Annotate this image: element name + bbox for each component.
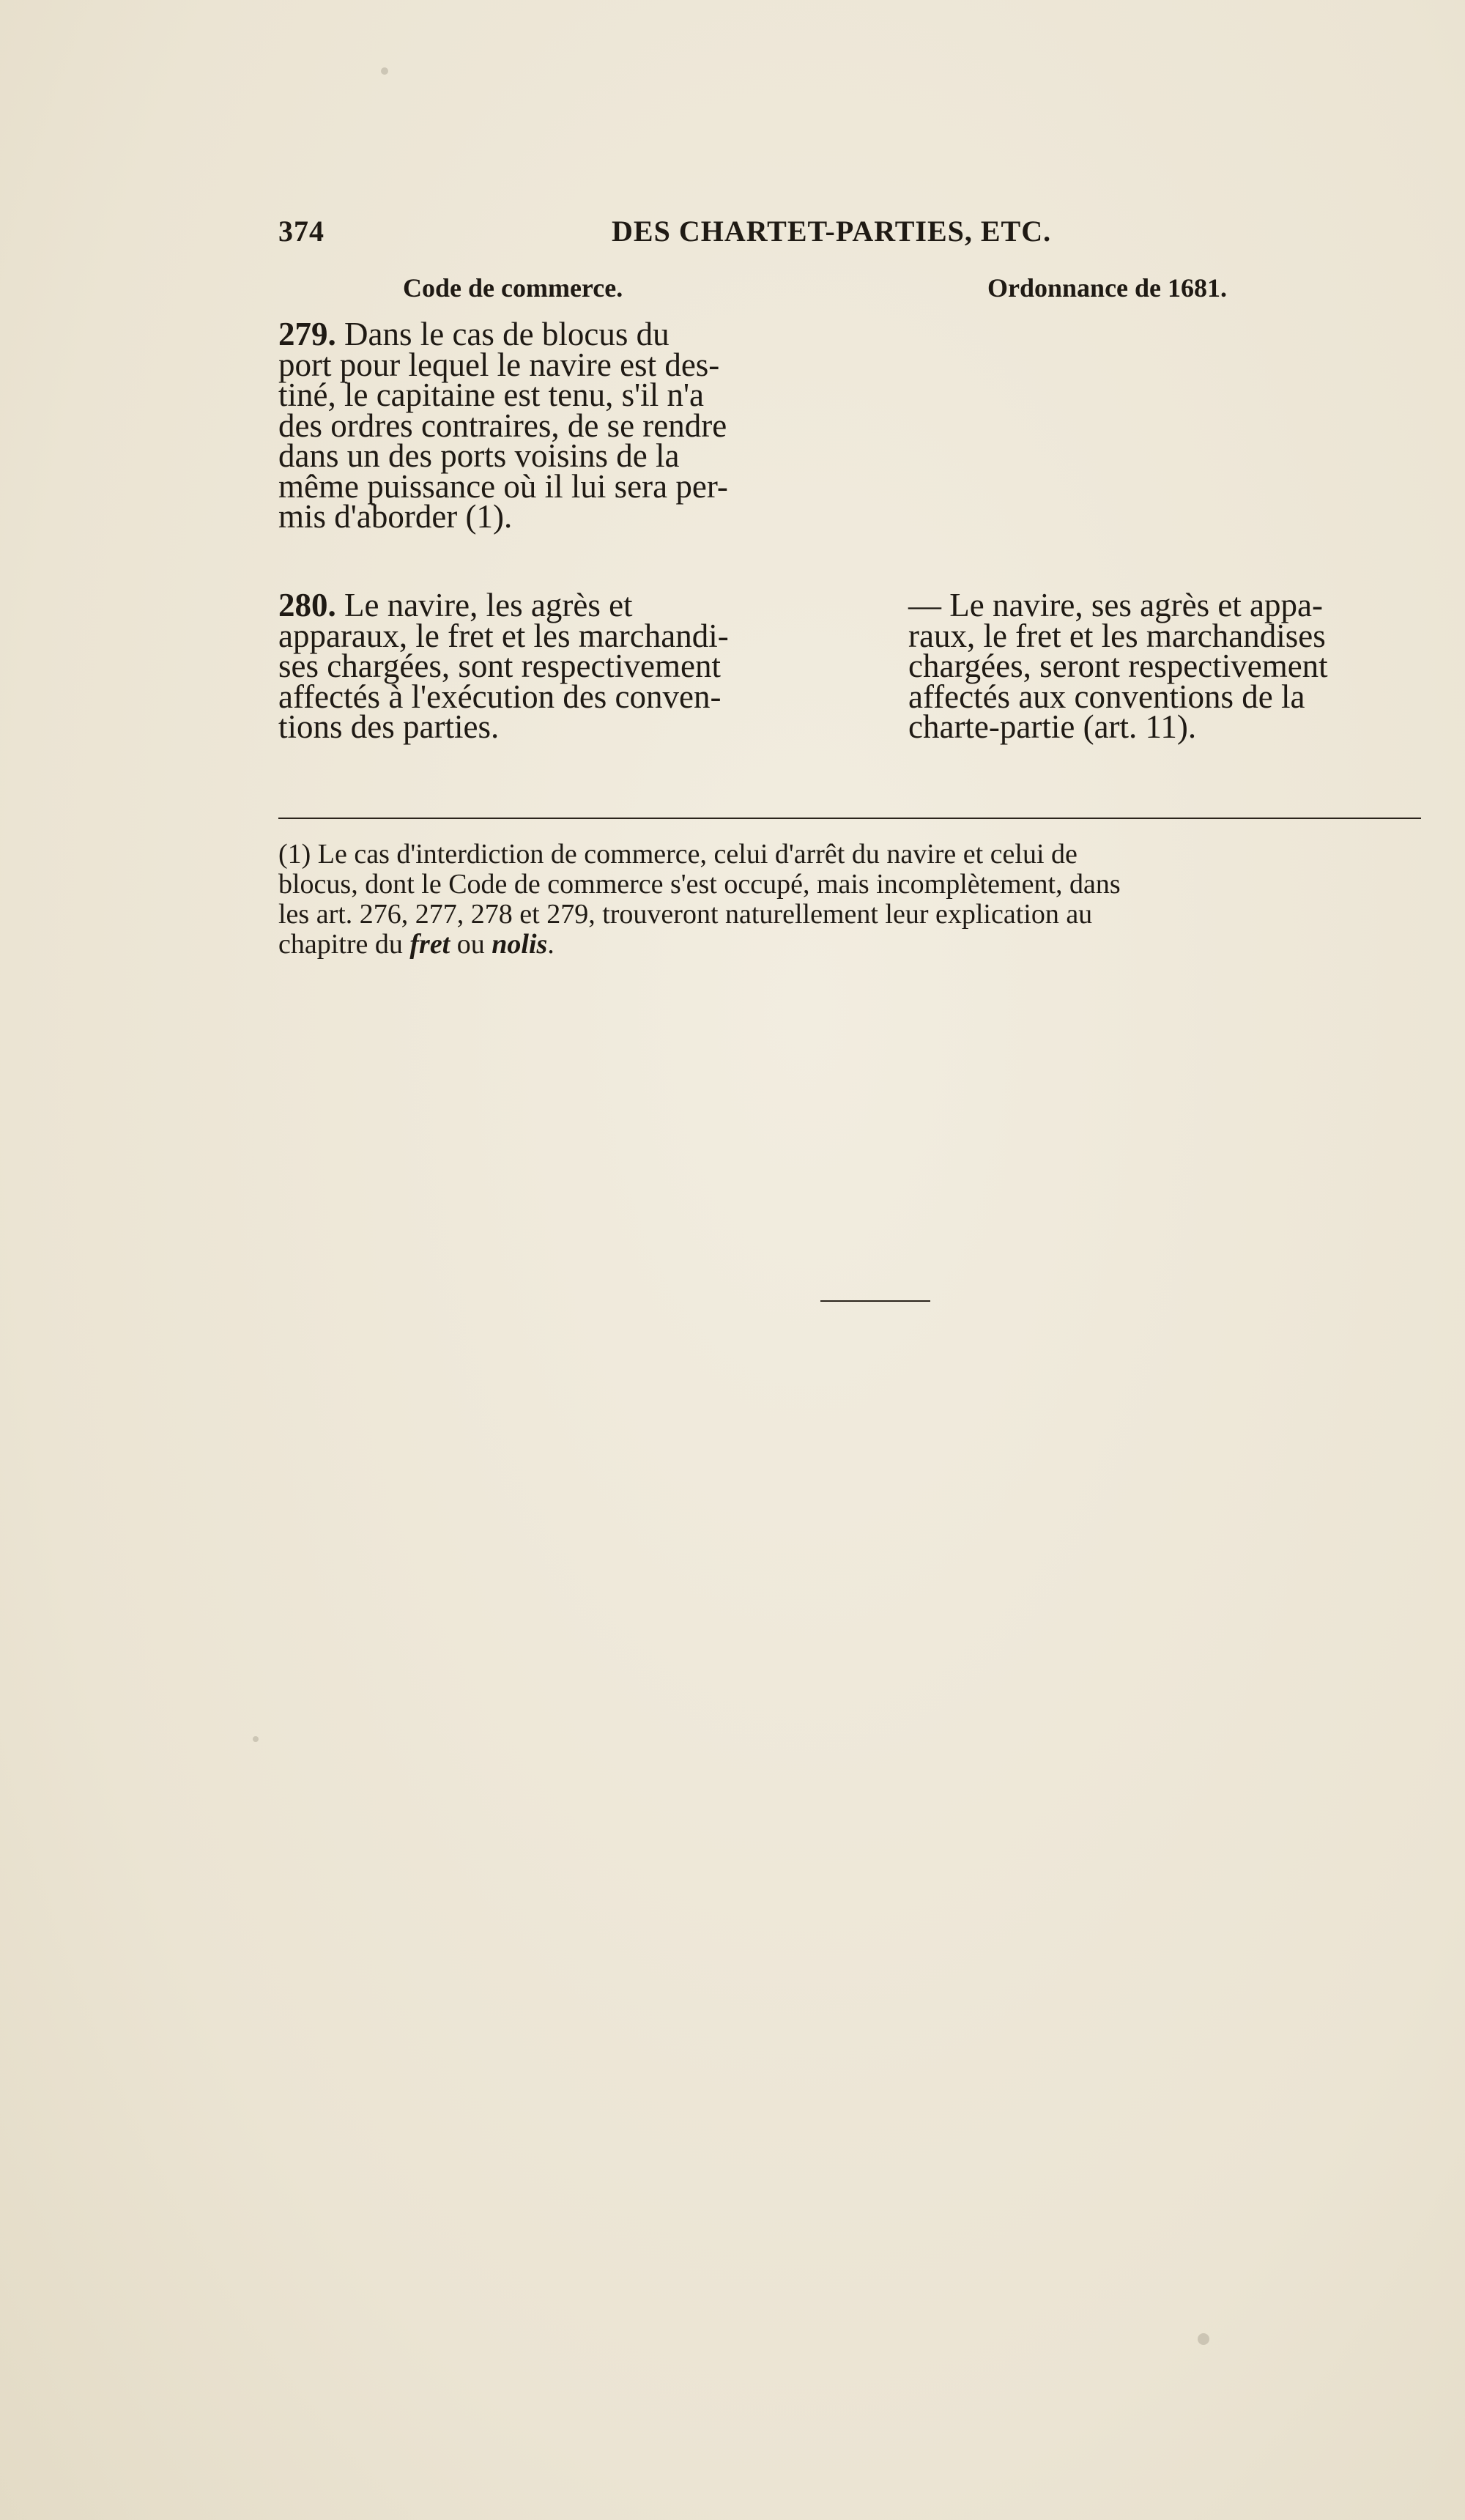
article-279 bbox=[278, 316, 842, 535]
right-column-heading: Ordonnance de 1681. bbox=[987, 273, 1228, 303]
end-rule bbox=[820, 1300, 930, 1302]
paper-speck bbox=[1198, 2333, 1209, 2345]
article-number: 280. bbox=[278, 587, 336, 623]
footnote-term-nolis: nolis bbox=[492, 929, 548, 960]
paper-speck bbox=[381, 67, 388, 75]
article-280 bbox=[278, 587, 842, 745]
article-text: Le navire, les agrès et apparaux, le fret et les marchandi- ses chargées, sont respectivement affectés à l'exécution des conven- tions des parties. bbox=[278, 587, 729, 745]
ordonnance-article-text: — Le navire, ses agrès et appa- raux, le fret et les marchandises chargées, seront respectivement affectés aux conventions de la charte-partie (art. 11). bbox=[908, 587, 1328, 745]
page-number: 374 bbox=[278, 215, 324, 248]
paper-speck bbox=[253, 1736, 259, 1742]
article-number: 279. bbox=[278, 316, 336, 352]
footnote bbox=[278, 840, 1421, 960]
running-title: DES CHARTET-PARTIES, ETC. bbox=[612, 215, 1052, 248]
footnote-divider bbox=[278, 818, 1421, 819]
running-head bbox=[278, 214, 1406, 251]
footnote-conjunction: ou bbox=[450, 929, 492, 960]
footnote-term-fret: fret bbox=[409, 929, 450, 960]
footnote-end: . bbox=[547, 929, 555, 960]
footnote-text: (1) Le cas d'interdiction de commerce, celui d'arrêt du navire et celui de blocus, dont le Code de commerce s'est occupé, mais incomplètement, dans les art. 276, 277, 278 et 279, trouveront naturellement leur explication au chapitre du bbox=[278, 839, 1121, 960]
left-column-heading: Code de commerce. bbox=[403, 273, 623, 303]
article-text: Dans le cas de blocus du port pour lequel le navire est des- tiné, le capitaine est tenu, s'il n'a des ordres contraires, de se rendre dans un des ports voisins de la même puissance où il lui sera per- mis d'aborder (1). bbox=[278, 316, 728, 535]
